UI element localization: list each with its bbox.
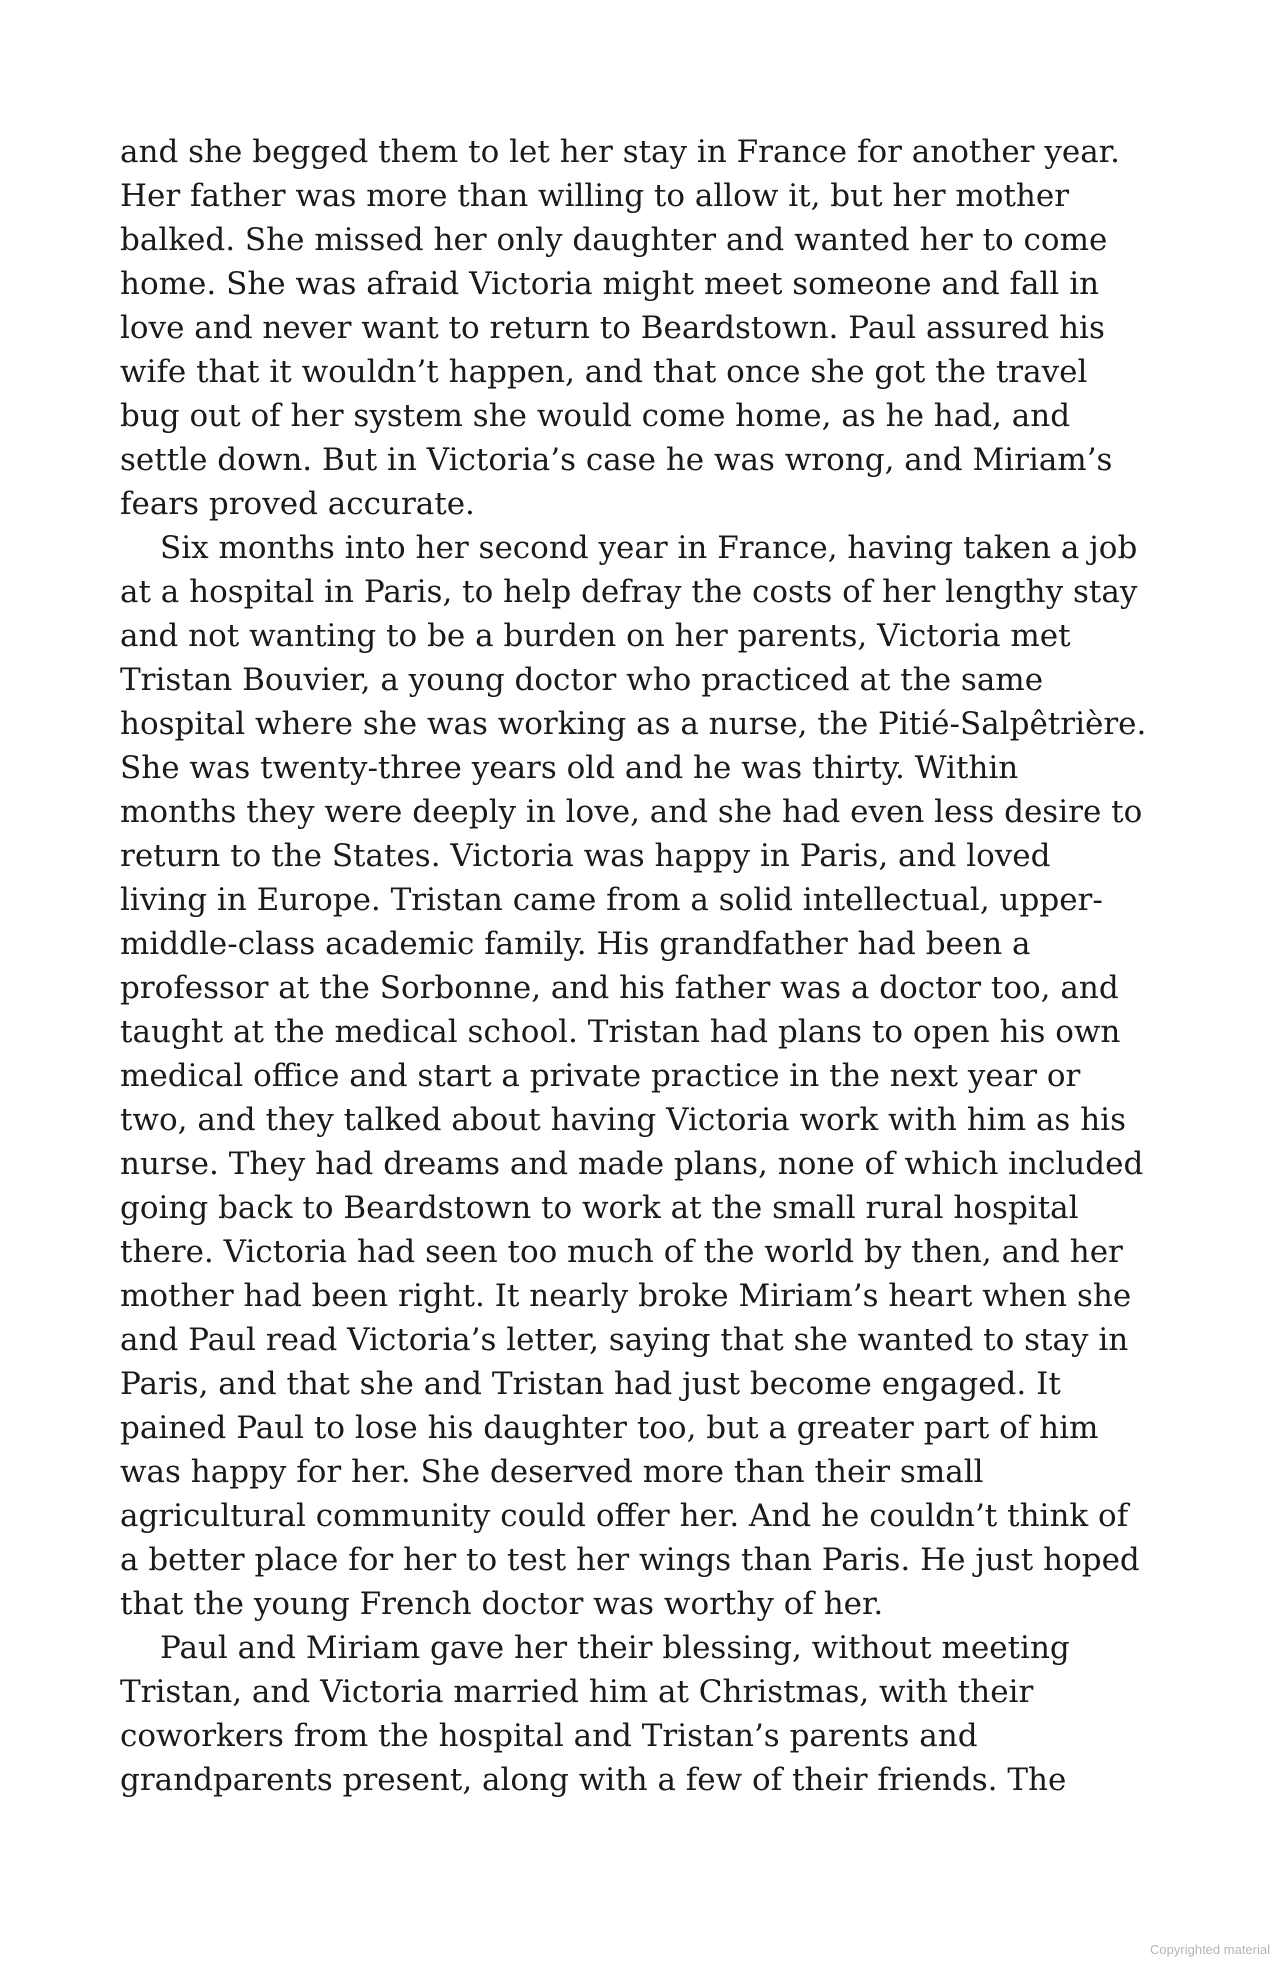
body-text: [120, 130, 1160, 1802]
text-line: taught at the medical school. Tristan had plans to open his own: [120, 1014, 1121, 1050]
text-line: hospital where she was working as a nurse, the Pitié-Salpêtrière.: [120, 706, 1147, 742]
text-line: wife that it wouldn’t happen, and that once she got the travel: [120, 354, 1088, 390]
text-line: Tristan, and Victoria married him at Christmas, with their: [120, 1674, 1034, 1710]
text-line: professor at the Sorbonne, and his father was a doctor too, and: [120, 970, 1119, 1006]
text-line: middle-class academic family. His grandfather had been a: [120, 926, 1031, 962]
text-line: return to the States. Victoria was happy in Paris, and loved: [120, 838, 1051, 874]
text-line: that the young French doctor was worthy of her.: [120, 1586, 884, 1622]
text-line: love and never want to return to Beardstown. Paul assured his: [120, 310, 1105, 346]
text-line: settle down. But in Victoria’s case he was wrong, and Miriam’s: [120, 442, 1113, 478]
text-line: pained Paul to lose his daughter too, but a greater part of him: [120, 1410, 1099, 1446]
text-line: two, and they talked about having Victoria work with him as his: [120, 1102, 1126, 1138]
text-line: and she begged them to let her stay in France for another year.: [120, 134, 1120, 170]
text-line: balked. She missed her only daughter and wanted her to come: [120, 222, 1108, 258]
paragraph: [120, 130, 1160, 526]
text-line: Paris, and that she and Tristan had just become engaged. It: [120, 1366, 1061, 1402]
text-line: living in Europe. Tristan came from a solid intellectual, upper-: [120, 882, 1103, 918]
text-line: a better place for her to test her wings than Paris. He just hoped: [120, 1542, 1140, 1578]
text-line: nurse. They had dreams and made plans, none of which included: [120, 1146, 1144, 1182]
text-line: agricultural community could offer her. And he couldn’t think of: [120, 1498, 1129, 1534]
text-line: coworkers from the hospital and Tristan’s parents and: [120, 1718, 978, 1754]
text-line: going back to Beardstown to work at the small rural hospital: [120, 1190, 1079, 1226]
text-line: was happy for her. She deserved more than their small: [120, 1454, 984, 1490]
text-line: and not wanting to be a burden on her parents, Victoria met: [120, 618, 1071, 654]
text-line: there. Victoria had seen too much of the world by then, and her: [120, 1234, 1123, 1270]
text-line: medical office and start a private practice in the next year or: [120, 1058, 1081, 1094]
text-line: Paul and Miriam gave her their blessing, without meeting: [160, 1630, 1070, 1666]
text-line: She was twenty-three years old and he was thirty. Within: [120, 750, 1019, 786]
text-line: home. She was afraid Victoria might meet someone and fall in: [120, 266, 1100, 302]
text-line: bug out of her system she would come home, as he had, and: [120, 398, 1071, 434]
paragraph: [120, 1626, 1160, 1802]
text-line: Tristan Bouvier, a young doctor who practiced at the same: [120, 662, 1044, 698]
text-line: Her father was more than willing to allow it, but her mother: [120, 178, 1070, 214]
text-line: grandparents present, along with a few of their friends. The: [120, 1762, 1067, 1798]
text-line: Six months into her second year in France, having taken a job: [160, 530, 1138, 566]
text-line: fears proved accurate.: [120, 486, 475, 522]
paragraph: [120, 526, 1160, 1626]
text-line: months they were deeply in love, and she had even less desire to: [120, 794, 1143, 830]
text-line: and Paul read Victoria’s letter, saying that she wanted to stay in: [120, 1322, 1129, 1358]
text-line: mother had been right. It nearly broke Miriam’s heart when she: [120, 1278, 1132, 1314]
text-line: at a hospital in Paris, to help defray the costs of her lengthy stay: [120, 574, 1138, 610]
copyright-notice: Copyrighted material: [1150, 1942, 1270, 1957]
